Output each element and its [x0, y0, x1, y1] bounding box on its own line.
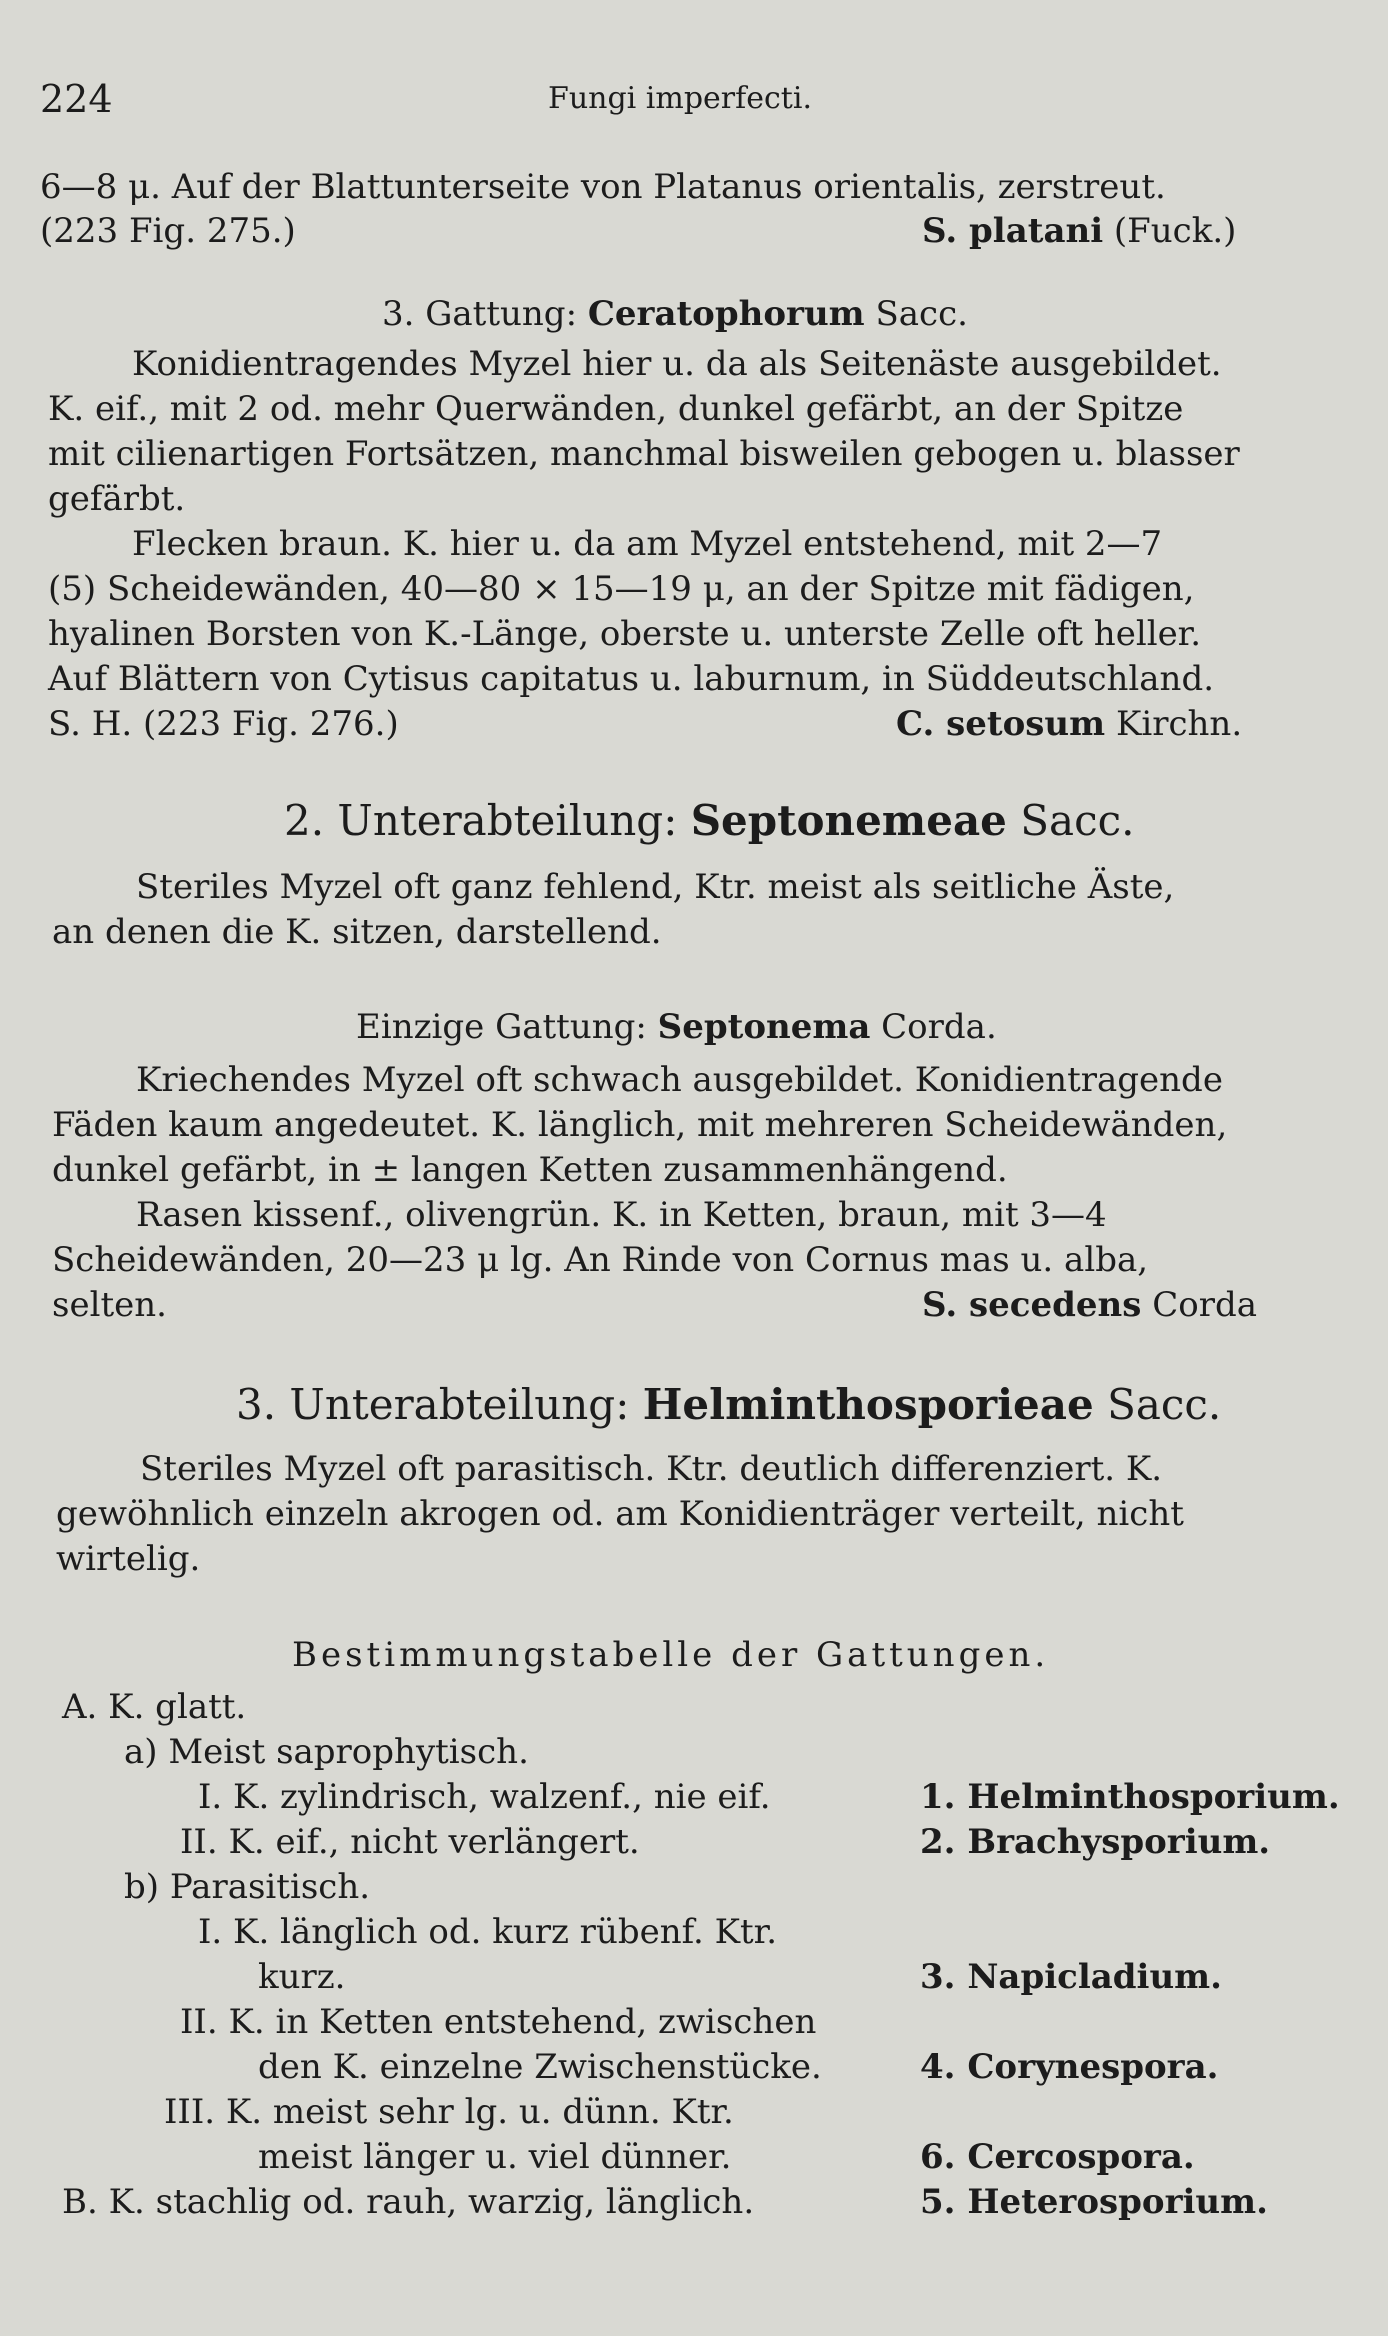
genus-author: Sacc. [875, 294, 968, 334]
paragraph-line: gewöhnlich einzeln akrogen od. am Konidienträger verteilt, nicht [56, 1494, 1184, 1534]
key-entry: den K. einzelne Zwischenstücke. [258, 2047, 822, 2087]
key-result: 5. Heterosporium. [920, 2182, 1268, 2222]
key-result: 3. Napicladium. [920, 1957, 1222, 1997]
paragraph-line: Fäden kaum angedeutet. K. länglich, mit mehreren Scheidewänden, [52, 1105, 1228, 1145]
paragraph-line: Steriles Myzel oft parasitisch. Ktr. deutlich differenziert. K. [140, 1449, 1163, 1489]
heading-prefix: 2. Unterabteilung: [284, 796, 678, 845]
species-name: S. platani [922, 211, 1104, 251]
key-entry: meist länger u. viel dünner. [258, 2137, 732, 2177]
key-result: 4. Corynespora. [920, 2047, 1219, 2087]
key-result: 6. Cercospora. [920, 2137, 1195, 2177]
paragraph-line: Auf Blättern von Cytisus capitatus u. laburnum, in Süddeutschland. [48, 659, 1215, 699]
subdivision-heading [284, 796, 1135, 845]
key-entry: III. K. meist sehr lg. u. dünn. Ktr. [164, 2092, 734, 2132]
species-author: (Fuck.) [1113, 211, 1237, 251]
paragraph-line: Flecken braun. K. hier u. da am Myzel entstehend, mit 2—7 [132, 524, 1163, 564]
species-entry [922, 211, 1237, 251]
paragraph-line: Kriechendes Myzel oft schwach ausgebildet. Konidientragende [136, 1060, 1223, 1100]
subdivision-author: Sacc. [1020, 796, 1135, 845]
species-entry [922, 1285, 1257, 1325]
heading-prefix: 3. Unterabteilung: [236, 1380, 630, 1429]
key-entry: II. K. in Ketten entstehend, zwischen [180, 2002, 817, 2042]
genus-author: Corda. [881, 1007, 997, 1047]
running-title: Fungi imperfecti. [548, 81, 812, 116]
key-entry: A. K. glatt. [62, 1687, 247, 1727]
paragraph-line: K. eif., mit 2 od. mehr Querwänden, dunkel gefärbt, an der Spitze [48, 389, 1184, 429]
heading-prefix: 3. Gattung: [382, 294, 578, 334]
key-entry: B. K. stachlig od. rauh, warzig, länglich. [62, 2182, 755, 2222]
key-entry: kurz. [258, 1957, 346, 1997]
key-entry: I. K. länglich od. kurz rübenf. Ktr. [198, 1912, 777, 1952]
key-title: Bestimmungstabelle der Gattungen. [292, 1635, 1050, 1675]
species-entry [896, 704, 1243, 744]
paragraph-line: S. H. (223 Fig. 276.) [48, 704, 399, 744]
intro-line: 6—8 μ. Auf der Blattunterseite von Platanus orientalis, zerstreut. [40, 167, 1166, 207]
key-result: 1. Helminthosporium. [920, 1777, 1340, 1817]
species-author: Kirchn. [1115, 704, 1243, 744]
genus-name: Septonema [657, 1007, 871, 1047]
paragraph-line: Steriles Myzel oft ganz fehlend, Ktr. meist als seitliche Äste, [136, 867, 1175, 907]
heading-prefix: Einzige Gattung: [356, 1007, 647, 1047]
subdivision-name: Helminthosporieae [642, 1380, 1094, 1429]
genus-heading [356, 1007, 997, 1047]
paragraph-line: Rasen kissenf., olivengrün. K. in Ketten, braun, mit 3—4 [136, 1195, 1107, 1235]
paragraph-line: Konidientragendes Myzel hier u. da als Seitenäste ausgebildet. [132, 344, 1222, 384]
species-name: C. setosum [896, 704, 1106, 744]
paragraph-line: an denen die K. sitzen, darstellend. [52, 912, 662, 952]
paragraph-line: gefärbt. [48, 479, 186, 519]
key-result: 2. Brachysporium. [920, 1822, 1271, 1862]
key-entry: II. K. eif., nicht verlängert. [180, 1822, 640, 1862]
paragraph-line: wirtelig. [56, 1539, 201, 1579]
intro-line-left: (223 Fig. 275.) [40, 211, 296, 251]
page-number: 224 [40, 77, 113, 121]
subdivision-name: Septonemeae [690, 796, 1007, 845]
subdivision-author: Sacc. [1107, 1380, 1222, 1429]
key-entry: a) Meist saprophytisch. [124, 1732, 529, 1772]
species-author: Corda [1152, 1285, 1257, 1325]
key-entry: b) Parasitisch. [124, 1867, 371, 1907]
paragraph-line: Scheidewänden, 20—23 μ lg. An Rinde von Cornus mas u. alba, [52, 1240, 1149, 1280]
paragraph-line: hyalinen Borsten von K.-Länge, oberste u. unterste Zelle oft heller. [48, 614, 1202, 654]
paragraph-line: mit cilienartigen Fortsätzen, manchmal bisweilen gebogen u. blasser [48, 434, 1240, 474]
genus-heading [382, 294, 968, 334]
paragraph-line: dunkel gefärbt, in ± langen Ketten zusammenhängend. [52, 1150, 1008, 1190]
genus-name: Ceratophorum [587, 294, 865, 334]
key-entry: I. K. zylindrisch, walzenf., nie eif. [198, 1777, 771, 1817]
paragraph-line: (5) Scheidewänden, 40—80 × 15—19 μ, an der Spitze mit fädigen, [48, 569, 1195, 609]
subdivision-heading [236, 1380, 1222, 1429]
paragraph-line: selten. [52, 1285, 167, 1325]
species-name: S. secedens [922, 1285, 1142, 1325]
